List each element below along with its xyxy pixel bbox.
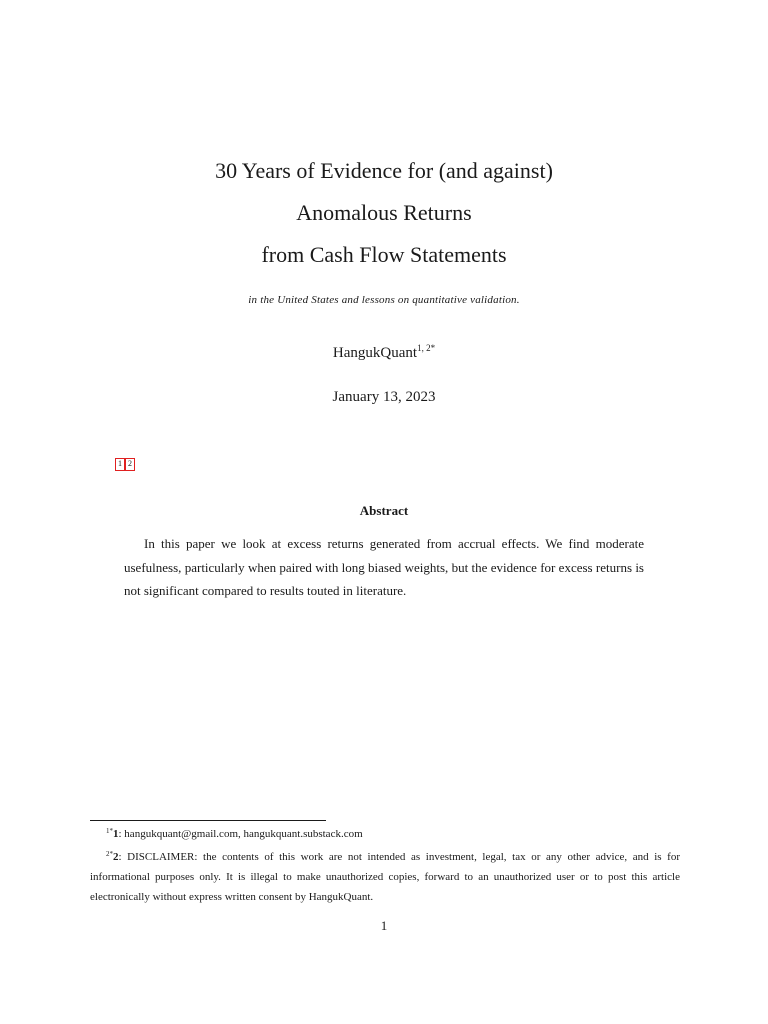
title-line-1: 30 Years of Evidence for (and against)	[215, 158, 553, 183]
page-number: 1	[380, 918, 388, 933]
footnote-links	[115, 458, 135, 471]
footnote-1-mark: 1*	[106, 827, 113, 835]
publication-date: January 13, 2023	[332, 389, 436, 405]
author	[0, 343, 768, 362]
footnotes	[90, 821, 680, 907]
title-line-3: from Cash Flow Statements	[261, 242, 507, 267]
author-name: HangukQuant	[332, 345, 418, 361]
title-line-2: Anomalous Returns	[296, 200, 472, 225]
footnote-2-mark: 2*	[106, 850, 113, 858]
author-affiliation-marks: 1, 2*	[417, 343, 436, 353]
footnote-2-number: 2	[113, 851, 119, 863]
footnote-1	[90, 821, 680, 844]
footnote-link-1[interactable]: 1	[115, 458, 125, 471]
subtitle: in the United States and lessons on quantitative validation.	[248, 294, 520, 306]
abstract-body: In this paper we look at excess returns generated from accrual effects. We find moderate usefulness, particularly when paired with long biased weights, but the evidence for excess returns is not significant compared to results touted in literature.	[124, 536, 644, 598]
footnote-1-text: : hangukquant@gmail.com, hangukquant.substack.com	[118, 828, 363, 840]
footnote-2-text: : DISCLAIMER: the contents of this work are not intended as investment, legal, tax or any other advice, and is for informational purposes only. It is illegal to make unauthorized copies, forward to an unauthorized user or to post this article electronically without express written consent by HangukQuant.	[90, 851, 680, 903]
footnote-link-2[interactable]: 2	[125, 458, 135, 471]
footnote-2	[90, 844, 680, 907]
abstract-heading: Abstract	[359, 503, 409, 518]
footnote-1-number: 1	[113, 828, 119, 840]
